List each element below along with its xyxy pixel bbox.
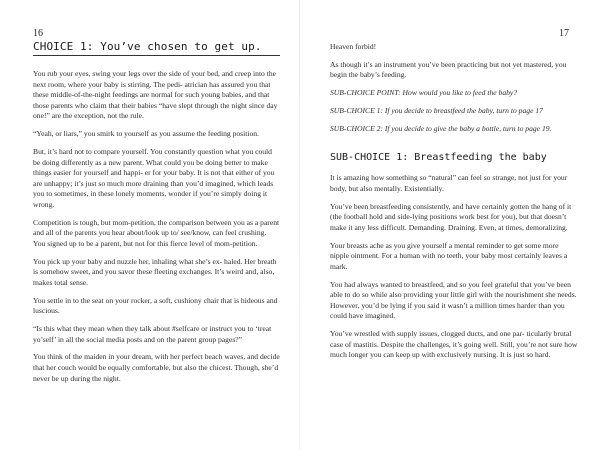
paragraph: You’ve been breastfeeding consistently, and have certainly gotten the hang of it (the football hold and side-lying positions work best for you), but that doesn’t make it any less difficult. Demanding. Draining. Even, at times, demoralizing. [330, 201, 572, 232]
paragraph: As though it’s an instrument you’ve been practicing but not yet mastered, you begin the baby’s feeding. [330, 59, 567, 80]
paragraph: You think of the maiden in your dream, with her perfect beach waves, and decide that her couch would be equally comfortable, but also the chicest. Though, she’d never be up during the night. [33, 352, 280, 383]
choice-heading: CHOICE 1: You’ve chosen to get up. [33, 40, 280, 56]
paragraph: It is amazing how something so “natural” can feel so strange, not just for your body, but also mentally. Existentially. [330, 173, 568, 193]
right-page-content [330, 42, 578, 368]
paragraph: Competition is tough, but mom-petition, the comparison between you as a parent and all of the parents you hear about/look up to/ see/know, can feel crushing. You signed up to be a parent, but not for this fierce level of mom-petition. [33, 217, 280, 248]
paragraph: You rub your eyes, swing your legs over the side of your bed, and creep into the next room, where your baby is stirring. The pedi- atrician has assured you that these middle-of-the-night feedings are normal for such young babies, and that those parents who claim that their babies “have slept through the night since day one!” are the exception, not the rule. [33, 69, 278, 121]
paragraph: You’ve wrestled with supply issues, clogged ducts, and one par- ticularly brutal case of mastitis. Despite the challenges, it’s going well. Still, you’re not sure how much longer you can keep up with exclusively nursing. It is just so hard. [330, 329, 578, 360]
paragraph: You had always wanted to breastfeed, and so you feel grateful that you’ve been able to do so while also providing your little girl with the nourishment she needs. However, you’d be lying if you said it wasn’t a million times harder than you could have imagined. [330, 279, 577, 321]
paragraph: “Is this what they mean when they talk about #selfcare or instruct you to ‘treat yo’self’ in all the social media posts and on the parent group pages?” [33, 324, 272, 344]
page-number-left: 16 [33, 28, 43, 39]
left-page-content [33, 40, 280, 391]
section-heading: SUB-CHOICE 1: Breastfeeding the baby [330, 152, 547, 164]
paragraph: “Yeah, or liars,” you smirk to yourself as you assume the feeding position. [33, 129, 259, 139]
sub-choice-2-instruction: SUB-CHOICE 2: If you decide to give the baby a bottle, turn to page 19. [330, 123, 552, 133]
paragraph: Heaven forbid! [330, 42, 377, 51]
sub-choice-1-instruction: SUB-CHOICE 1: If you decide to breastfeed the baby, turn to page 17 [330, 105, 543, 115]
paragraph: You pick up your baby and nuzzle her, inhaling what she’s ex- haled. Her breath is somehow sweet, and you savor these fleeting exchanges. It’s weird and, also, makes total sense. [33, 256, 277, 287]
right-page [300, 0, 600, 450]
sub-choice-point: SUB-CHOICE POINT: How would you like to feed the baby? [330, 88, 518, 98]
paragraph: You settle in to the seat on your rocker, a soft, cushiony chair that is hideous and luscious. [33, 295, 278, 316]
paragraph: Your breasts ache as you give yourself a mental reminder to get some more nipple ointment. For a human with no teeth, your baby most certainly leaves a mark. [330, 240, 568, 271]
paragraph: But, it’s hard not to compare yourself. You constantly question what you could be doing differently as a new parent. What could you be doing better to make things easier for yourself and happi- er for your baby. It is not that either of you are unhappy; it’s just so much more draining than you’d imagined, which leads you to sometimes, in these lonely moments, wonder if you’re simply doing it wrong. [33, 146, 275, 209]
page-number-right: 17 [559, 28, 569, 39]
